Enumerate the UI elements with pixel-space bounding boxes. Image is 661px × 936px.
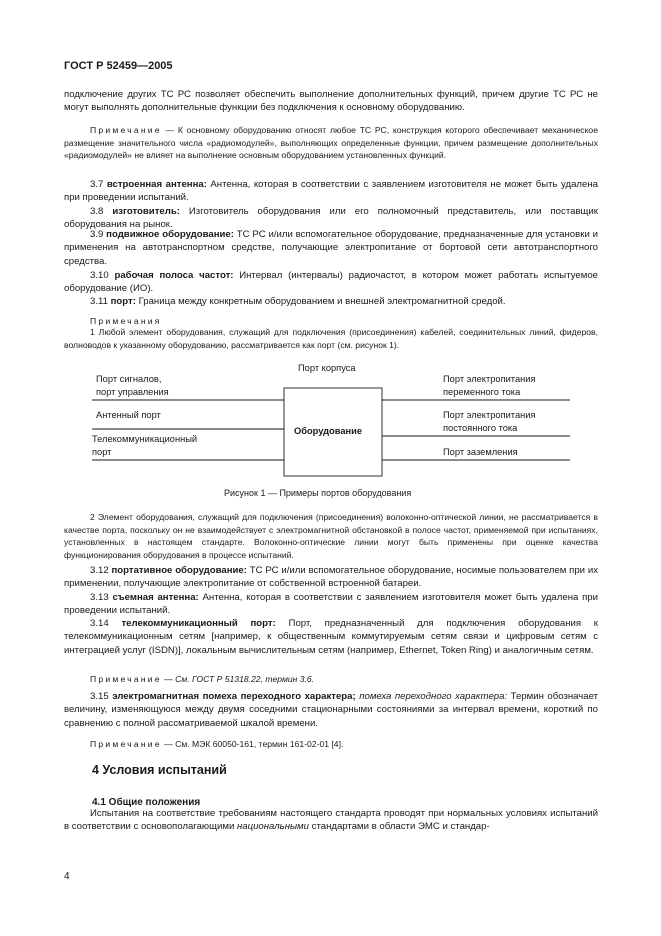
- term-number: 3.8: [90, 206, 113, 217]
- note-label: Примечание: [90, 739, 162, 749]
- notes-label: Примечания: [90, 316, 162, 326]
- label-equipment: Оборудование: [294, 426, 362, 436]
- label-dc-port-1: Порт электропитания: [443, 410, 536, 420]
- term-name: съемная антенна:: [112, 592, 199, 603]
- term-definition: Антенна, которая в соответствии с заявлением изготовителя может быть удалена при проведении испытаний.: [64, 592, 598, 617]
- term-alt-name: помеха переходного характера:: [355, 691, 508, 702]
- note-text: — К основному оборудованию относят любое ТС РС, конструкция которого обеспечивает механическое размещение значительного числа «радиомодулей», выполняющих определенные функции, причем размещение дополнительных «радиомодулей» не влияет на выполнение основным оборудованием установленных функций.: [64, 125, 598, 160]
- label-ac-port-2: переменного тока: [443, 387, 521, 397]
- label-antenna-port: Антенный порт: [96, 410, 161, 420]
- label-enclosure-port: Порт корпуса: [298, 363, 356, 373]
- label-signal-port-1: Порт сигналов,: [96, 374, 162, 384]
- term-number: 3.12: [90, 565, 112, 576]
- section-4-heading: 4 Условия испытаний: [92, 763, 227, 777]
- section-text-a: Испытания на соответствие требованиям настоящего стандарта проводят при нормальных условиях испытаний в соответствии с основополагающими: [64, 808, 598, 833]
- section-4-1-heading: 4.1 Общие положения: [92, 797, 201, 808]
- note-label: Примечание: [90, 674, 162, 684]
- page-number: 4: [64, 871, 70, 882]
- term-definition: Антенна, которая в соответствии с заявлением изготовителя не может быть удалена при проведении испытаний.: [64, 179, 598, 204]
- term-number: 3.14: [90, 618, 122, 629]
- section-4-1-text: [64, 807, 598, 834]
- term-definition: Порт, предназначенный для подключения оборудования к телекоммуникационным сетям [например, к общественным коммутируемым сетям связи и цифровым сетям с интеграцией услуг (ISDN)], локальным вычислительным сетям (например, Ethernet, Token Ring) и аналогичным сетям.: [64, 618, 599, 656]
- term-name: рабочая полоса частот:: [114, 270, 234, 281]
- note-1-port: 1 Любой элемент оборудования, служащий для подключения (присоединения) кабелей, соединительных линий, фидеров, волноводов к указанному оборудованию, рассматривается как порт (см. рисунок 1).: [64, 327, 598, 350]
- term-number: 3.13: [90, 592, 113, 603]
- term-number: 3.11: [90, 296, 111, 307]
- note-label: Примечание: [90, 125, 162, 135]
- term-definition: Изготовитель оборудования или его полномочный представитель, или поставщик оборудования на рынок.: [64, 206, 598, 231]
- note-text: — См. МЭК 60050-161, термин 161-02-01 [4].: [161, 739, 344, 749]
- note-see-iec: [64, 738, 598, 751]
- term-definition: Граница между конкретным оборудованием и внешней электромагнитной средой.: [135, 296, 506, 307]
- term-definition: ТС РС и/или вспомогательное оборудование, носимые пользователем при их применении, получающие электропитание от собственной встроенной батареи.: [64, 565, 598, 590]
- term-name: телекоммуникационный порт:: [121, 618, 276, 629]
- note-see-gost: [64, 673, 598, 686]
- document-header: ГОСТ Р 52459—2005: [64, 60, 173, 72]
- term-number: 3.15: [90, 691, 113, 702]
- label-telecom-port-1: Телекоммуникационный: [92, 434, 198, 444]
- figure-caption: Рисунок 1 — Примеры портов оборудования: [224, 488, 412, 498]
- term-number: 3.9: [90, 229, 107, 240]
- term-3-12: [64, 564, 598, 591]
- note-2-fiber: 2 Элемент оборудования, служащий для подключения (присоединения) волоконно-оптической линии, не рассматривается в качестве порта, поскольку он не взаимодействует с электромагнитной обстановкой в полосе частот, применяемой при испытаниях, установленных в настоящем стандарте. Волоконно-оптические линии могут быть применены при оценке качества функционирования оборудования в процессе испытаний.: [64, 512, 598, 560]
- term-name: подвижное оборудование:: [106, 229, 234, 240]
- label-dc-port-2: постоянного тока: [443, 423, 518, 433]
- term-3-14: [64, 617, 598, 657]
- term-definition: Термин обозначает величину, изменяющуюся между двумя соседними стационарными состояниями за интервал времени, короткий по сравнению с полной рассматриваемой шкалой времени.: [64, 691, 599, 729]
- term-name: электромагнитная помеха переходного характера;: [112, 691, 356, 702]
- paragraph-intro: подключение других ТС РС позволяет обеспечить выполнение дополнительных функций, причем другие ТС РС не могут выполнять дополнительные функции без подключения к основному оборудованию.: [64, 89, 598, 114]
- term-name: порт:: [110, 296, 136, 307]
- section-text-b: стандартами в области ЭМС и стандар-: [308, 821, 490, 833]
- label-ac-port-1: Порт электропитания: [443, 374, 536, 384]
- label-telecom-port-2: порт: [92, 447, 112, 457]
- term-name: портативное оборудование:: [111, 565, 247, 576]
- term-name: встроенная антенна:: [106, 179, 207, 190]
- term-3-15: [64, 690, 598, 730]
- term-number: 3.7: [90, 179, 107, 190]
- section-text-emphasis: национальными: [236, 821, 309, 833]
- term-definition: ТС РС и/или вспомогательное оборудование, предназначенные для установки и применения на автотранспортном средстве, получающие электропитание от бортовой сети автотранспортного средства.: [64, 229, 598, 267]
- term-definition: Интервал (интервалы) радиочастот, в котором может работать испытуемое оборудование (ИО).: [64, 270, 598, 295]
- term-name: изготовитель:: [112, 206, 180, 217]
- label-signal-port-2: порт управления: [96, 387, 169, 397]
- term-number: 3.10: [90, 270, 115, 281]
- term-3-13: [64, 591, 598, 618]
- label-ground-port: Порт заземления: [443, 447, 518, 457]
- note-text: — См. ГОСТ Р 51318.22, термин 3.6.: [161, 674, 315, 684]
